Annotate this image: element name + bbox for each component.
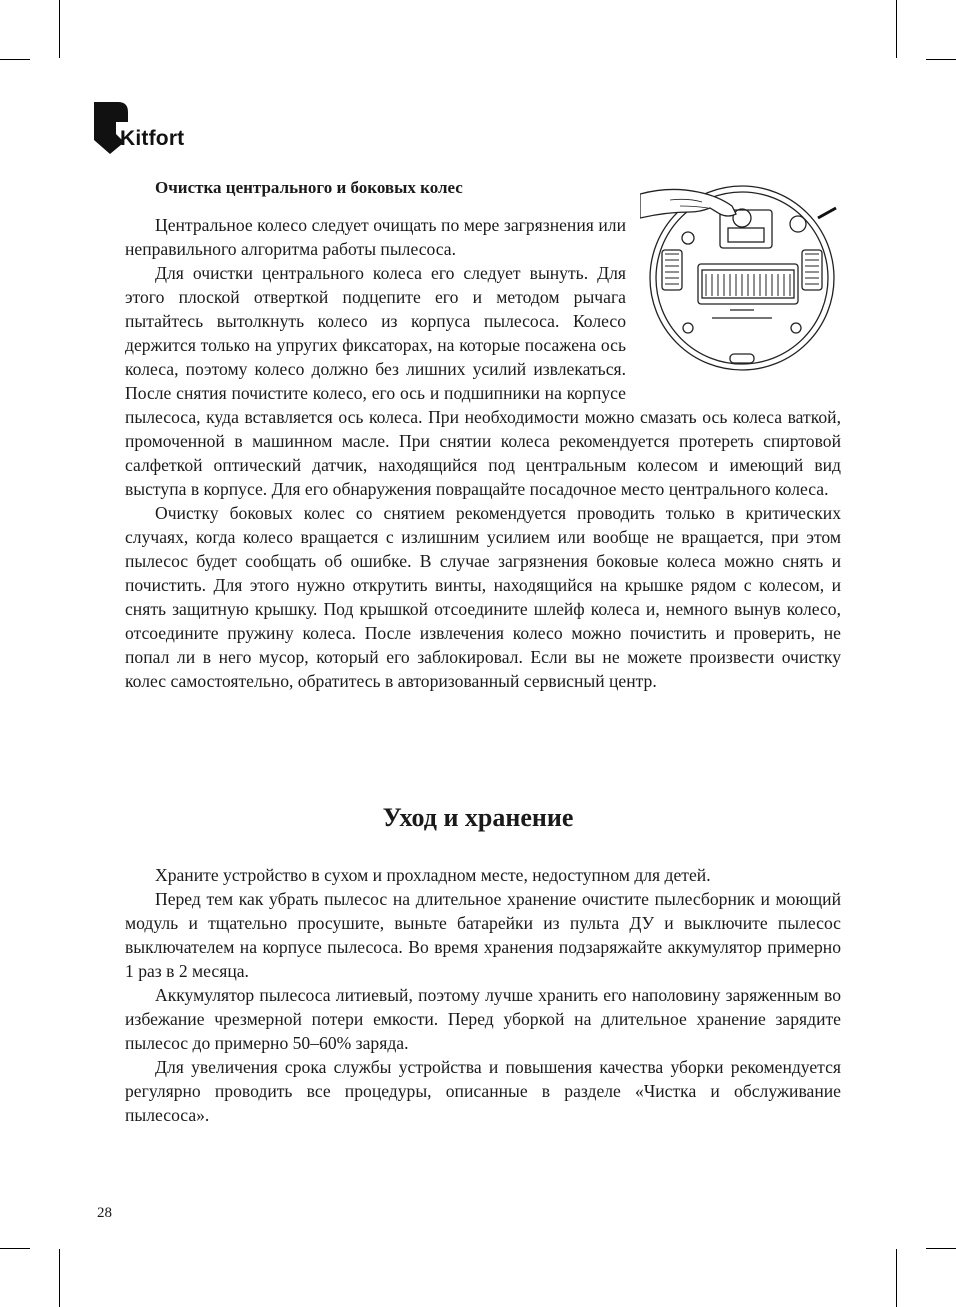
paragraph: Очистку боковых колес со снятием рекомендуется проводить только в критических случаях, когда колесо вращается с излишним усилием или вообще не вращается, при этом пылесос будет сообщать об ошибке. В случае загрязнения боковые колеса можно снять и почистить. Для этого нужно открутить винты, находящийся на крышке рядом с колесом, и снять защитную крышку. Под крышкой отсоедините шлейф колеса и, немного вынув колесо, отсоедините пружину колеса. После извлечения колесо можно почистить и проверить, не попал ли в него мусор, который его заблокировал. Если вы не можете произвести очистку колес самостоятельно, обратитесь в авторизованный сервисный центр. <box>125 503 841 691</box>
crop-mark <box>926 59 956 60</box>
paragraph: Для очистки центрального колеса его следует вынуть. Для этого плоской отверткой подцепите его и методом рычага пытайтесь вытолкнуть колесо из корпуса пылесоса. Колесо держится только на упругих фиксаторах, на которые посажена ось колеса, поэтому колесо должно без лишних усилий извлекаться. После снятия почистите колесо, его ось и подшипники на корпусе пылесоса, куда вставляется ось колеса. При необходимости можно смазать ось колеса ваткой, промоченной в машинном масле. При снятии колеса рекомендуется протереть спиртовой салфеткой оптический датчик, находящийся под центральным колесом и имеющий вид выступа в корпусе. Для его обнаружения повращайте посадочное место центрального колеса. <box>125 263 841 499</box>
crop-mark <box>896 1249 897 1307</box>
section-body <box>125 863 841 1127</box>
crop-mark <box>59 0 60 58</box>
section-body <box>125 213 841 693</box>
paragraph: Центральное колесо следует очищать по мере загрязнения или неправильного алгоритма работы пылесоса. <box>125 215 626 259</box>
paragraph: Храните устройство в сухом и прохладном месте, недоступном для детей. <box>155 865 711 885</box>
brand-logo <box>92 100 202 156</box>
crop-mark <box>896 0 897 58</box>
crop-mark <box>59 1249 60 1307</box>
section-heading: Очистка центрального и боковых колес <box>155 178 463 197</box>
crop-mark <box>0 59 30 60</box>
paragraph: Аккумулятор пылесоса литиевый, поэтому лучше хранить его наполовину заряженным во избежание чрезмерной потери емкости. Перед уборкой на длительное хранение зарядите пылесос до примерно 50–60% заряда. <box>125 985 841 1053</box>
crop-mark <box>0 1248 30 1249</box>
crop-mark <box>926 1248 956 1249</box>
brand-name: Kitfort <box>120 127 185 150</box>
paragraph: Для увеличения срока службы устройства и повышения качества уборки рекомендуется регулярно проводить все процедуры, описанные в разделе «Чистка и обслуживание пылесоса». <box>125 1057 841 1125</box>
page-number: 28 <box>97 1205 112 1221</box>
section-title: Уход и хранение <box>382 803 574 832</box>
paragraph: Перед тем как убрать пылесос на длительное хранение очистите пылесборник и моющий модуль и тщательно просушите, выньте батарейки из пульта ДУ и выключите пылесос выключателем на корпусе пылесоса. Во время хранения подзаряжайте аккумулятор примерно 1 раз в 2 месяца. <box>125 889 841 981</box>
